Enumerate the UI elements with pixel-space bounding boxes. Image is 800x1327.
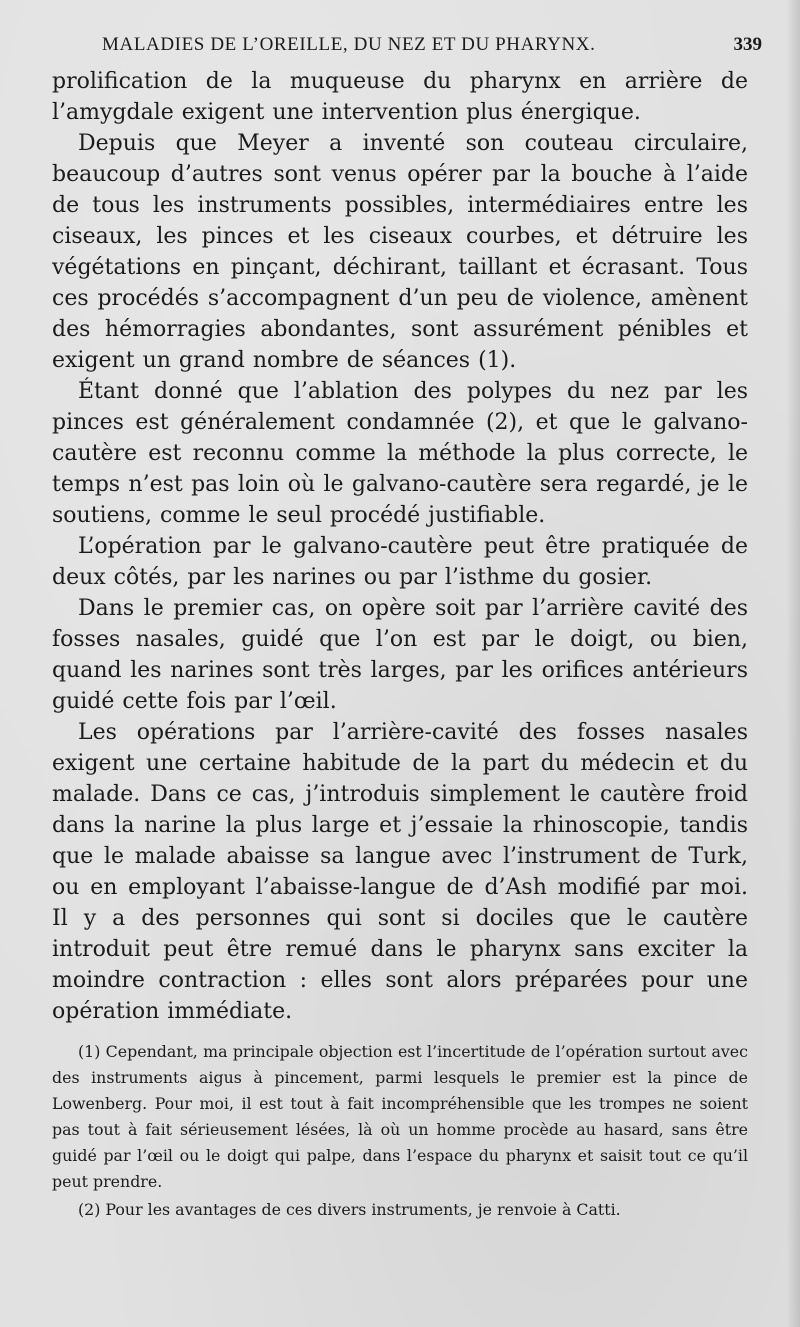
paragraph: Étant donné que l’ablation des polypes du nez par les pinces est généralement condamnée (2), et que le galvano-cautère est reconnu comme la méthode la plus correcte, le temps n’est pas loin où le galvano-cautère sera regardé, je le soutiens, comme le seul procédé justifiable. [52,379,748,528]
footnote-separator [52,1027,748,1039]
paragraph: Dans le premier cas, on opère soit par l’arrière cavité des fosses nasales, guidé que l’on est par le doigt, ou bien, quand les narines sont très larges, par les orifices antérieurs guidé cette fois par l’œil. [52,596,748,714]
paragraph: Les opérations par l’arrière-cavité des fosses nasales exigent une certaine habitude de la part du médecin et du malade. Dans ce cas, j’introduis simplement le cautère froid dans la narine la plus large et j’essaie la rhinoscopie, tandis que le malade abaisse sa langue avec l’instrument de Turk, ou en employant l’abaisse-langue de d’Ash modifié par moi. Il y a des personnes qui sont si dociles que le cautère introduit peut être remué dans le pharynx sans exciter la moindre contraction : elles sont alors préparées pour une opération immédiate. [52,720,748,1024]
running-title: MALADIES DE L’OREILLE, DU NEZ ET DU PHARYNX. [102,34,596,55]
paragraph: L’opération par le galvano-cautère peut être pratiquée de deux côtés, par les narines ou par l’isthme du gosier. [52,534,748,590]
footnote: (2) Pour les avantages de ces divers instruments, je renvoie à Catti. [78,1200,621,1219]
paragraph: prolification de la muqueuse du pharynx en arrière de l’amygdale exigent une intervention plus énergique. [52,69,748,125]
page-body [52,66,748,1223]
paragraph: Depuis que Meyer a inventé son couteau circulaire, beaucoup d’autres sont venus opérer par la bouche à l’aide de tous les instruments possibles, intermédiaires entre les ciseaux, les pinces et les ciseaux courbes, et détruire les végétations en pinçant, déchirant, taillant et écrasant. Tous ces procédés s’accompagnent d’un peu de violence, amènent des hémorragies abondantes, sont assurément pénibles et exigent un grand nombre de séances (1). [52,131,748,373]
page-number: 339 [733,34,762,55]
scan-edge-shadow [786,0,800,1327]
footnote: (1) Cependant, ma principale objection est l’incertitude de l’opération surtout avec des instruments aigus à pincement, parmi lesquels le premier est la pince de Lowenberg. Pour moi, il est tout à fait incompréhensible que les trompes ne soient pas tout à fait sérieusement lésées, là où un homme procède au hasard, sans être guidé par l’œil ou le doigt qui palpe, dans l’espace du pharynx et saisit tout ce qu’il peut prendre. [52,1042,748,1191]
running-header [102,34,762,64]
